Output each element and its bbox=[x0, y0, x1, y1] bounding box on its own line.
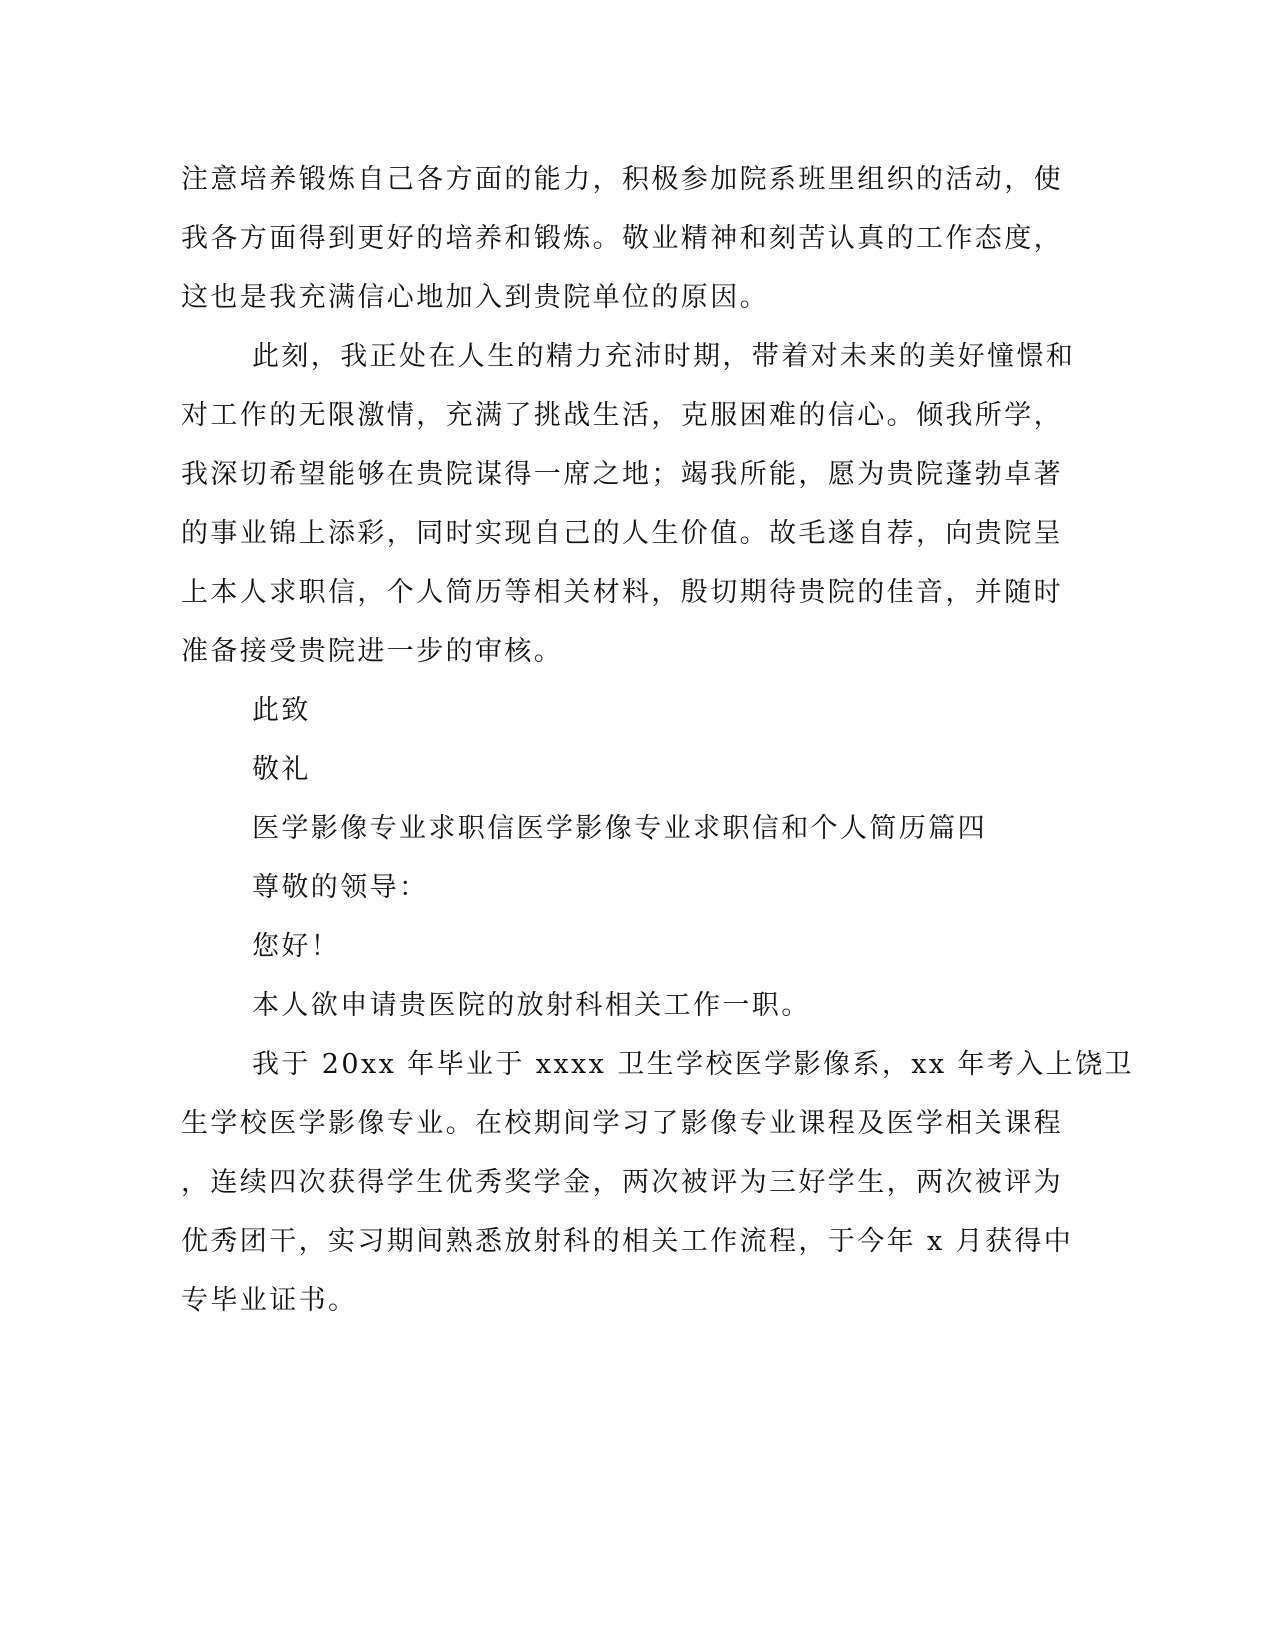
paragraph-line: 我各方面得到更好的培养和锻炼。敬业精神和刻苦认真的工作态度， bbox=[181, 223, 1063, 254]
paragraph-line: 我于 20xx 年毕业于 xxxx 卫生学校医学影像系，xx 年考入上饶卫 bbox=[252, 1049, 1134, 1080]
paragraph-line: 这也是我充满信心地加入到贵院单位的原因。 bbox=[181, 282, 769, 313]
greeting: 尊敬的领导： bbox=[252, 872, 429, 903]
paragraph-line: 上本人求职信，个人简历等相关材料，殷切期待贵院的佳音，并随时 bbox=[181, 577, 1063, 608]
paragraph-line: 注意培养锻炼自己各方面的能力，积极参加院系班里组织的活动，使 bbox=[181, 164, 1063, 195]
paragraph-line: 对工作的无限激情，充满了挑战生活，克服困难的信心。倾我所学， bbox=[181, 400, 1063, 431]
paragraph-line: 此刻，我正处在人生的精力充沛时期，带着对未来的美好憧憬和 bbox=[252, 341, 1076, 372]
closing-salutation: 此致 bbox=[252, 695, 311, 726]
paragraph-line: ，连续四次获得学生优秀奖学金，两次被评为三好学生，两次被评为 bbox=[181, 1167, 1063, 1198]
paragraph-line: 本人欲申请贵医院的放射科相关工作一职。 bbox=[252, 990, 811, 1021]
paragraph-line: 生学校医学影像专业。在校期间学习了影像专业课程及医学相关课程 bbox=[181, 1108, 1063, 1139]
paragraph-line: 的事业锦上添彩，同时实现自己的人生价值。故毛遂自荐，向贵院呈 bbox=[181, 518, 1063, 549]
paragraph-line: 专毕业证书。 bbox=[181, 1285, 358, 1316]
paragraph-line: 优秀团干，实习期间熟悉放射科的相关工作流程，于今年 x 月获得中 bbox=[181, 1226, 1074, 1257]
paragraph-line: 准备接受贵院进一步的审核。 bbox=[181, 636, 564, 667]
paragraph-line: 我深切希望能够在贵院谋得一席之地；竭我所能，愿为贵院蓬勃卓著 bbox=[181, 459, 1063, 490]
section-title: 医学影像专业求职信医学影像专业求职信和个人简历篇四 bbox=[252, 813, 987, 844]
closing-regards: 敬礼 bbox=[252, 754, 311, 785]
greeting-hello: 您好！ bbox=[252, 931, 341, 962]
